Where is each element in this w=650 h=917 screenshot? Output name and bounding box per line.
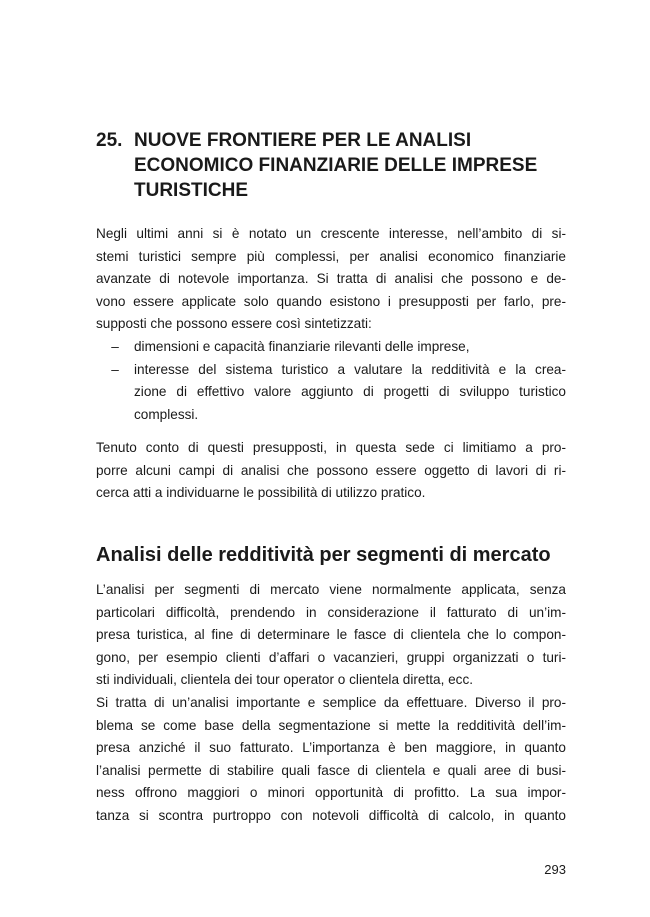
text-line: presa anziché il suo fatturato. L’importanza è ben maggiore, in quanto (96, 740, 566, 756)
text-line: Negli ultimi anni si è notato un crescente interesse, nell’ambito di si- (96, 226, 566, 241)
text-line: avanzate di notevole importanza. Si tratta di analisi che possono e de- (96, 271, 566, 287)
text-line: Tenuto conto di questi presupposti, in questa sede ci limitiamo a pro- (96, 440, 566, 455)
intro-paragraph (96, 223, 566, 336)
section-paragraph (96, 579, 566, 828)
text-line: L’analisi per segmenti di mercato viene normalmente applicata, senza (96, 582, 566, 597)
dash-bullet: – (111, 361, 119, 377)
text-line: vono essere applicate solo quando esistono i presupposti per farlo, pre- (96, 293, 566, 309)
chapter-title-line: ECONOMICO FINANZIARIE DELLE IMPRESE (134, 155, 538, 176)
text-line: stemi turistici sempre più complessi, per analisi economico finanziarie (96, 248, 566, 264)
dash-bullet: – (111, 339, 119, 354)
section-heading: Analisi delle redditività per segmenti di mercato (96, 544, 551, 566)
list-item-text: zione di effettivo valore aggiunto di progetti di sviluppo turistico (134, 384, 566, 400)
list-item (96, 359, 566, 427)
text-line: porre alcuni campi di analisi che possono essere oggetto di lavori di ri- (96, 462, 566, 478)
text-line: sti individuali, clientela dei tour operator o clientela diretta, ecc. (96, 672, 474, 688)
bullet-list (96, 336, 566, 426)
list-item-text: complessi. (134, 406, 199, 422)
chapter-title (134, 128, 566, 203)
text-line: gono, per esempio clienti d’affari o vacanzieri, gruppi organizzati o turi- (96, 649, 566, 665)
list-item (96, 336, 566, 359)
chapter-title-line: NUOVE FRONTIERE PER LE ANALISI (134, 130, 472, 151)
chapter-heading (96, 128, 566, 203)
text-line: ness offrono maggiori o minori opportunità di profitto. La sua impor- (96, 785, 566, 801)
text-line: Si tratta di un’analisi importante e semplice da effettuare. Diverso il pro- (96, 694, 566, 710)
list-item-text: interesse del sistema turistico a valutare la redditività e la crea- (134, 361, 566, 377)
text-line: blema se come base della segmentazione si mette la redditività dell’im- (96, 717, 566, 733)
book-page (96, 0, 566, 917)
text-line: tanza si scontra purtroppo con notevoli difficoltà di calcolo, in quanto (96, 807, 566, 823)
list-item-text: dimensioni e capacità finanziarie rilevanti delle imprese, (134, 339, 470, 354)
text-line: l’analisi permette di stabilire quali fasce di clientela e quali aree di busi- (96, 762, 566, 778)
chapter-title-line: TURISTICHE (134, 180, 248, 201)
text-line: particolari difficoltà, prendendo in considerazione il fatturato di un’im- (96, 604, 566, 620)
text-line: presa turistica, al fine di determinare le fasce di clientela che lo compon- (96, 627, 566, 643)
second-paragraph (96, 437, 566, 505)
page-number: 293 (544, 862, 566, 877)
chapter-number: 25. (96, 130, 123, 151)
text-line: supposti che possono essere così sintetizzati: (96, 316, 372, 332)
text-line: cerca atti a individuarne le possibilità di utilizzo pratico. (96, 485, 426, 501)
